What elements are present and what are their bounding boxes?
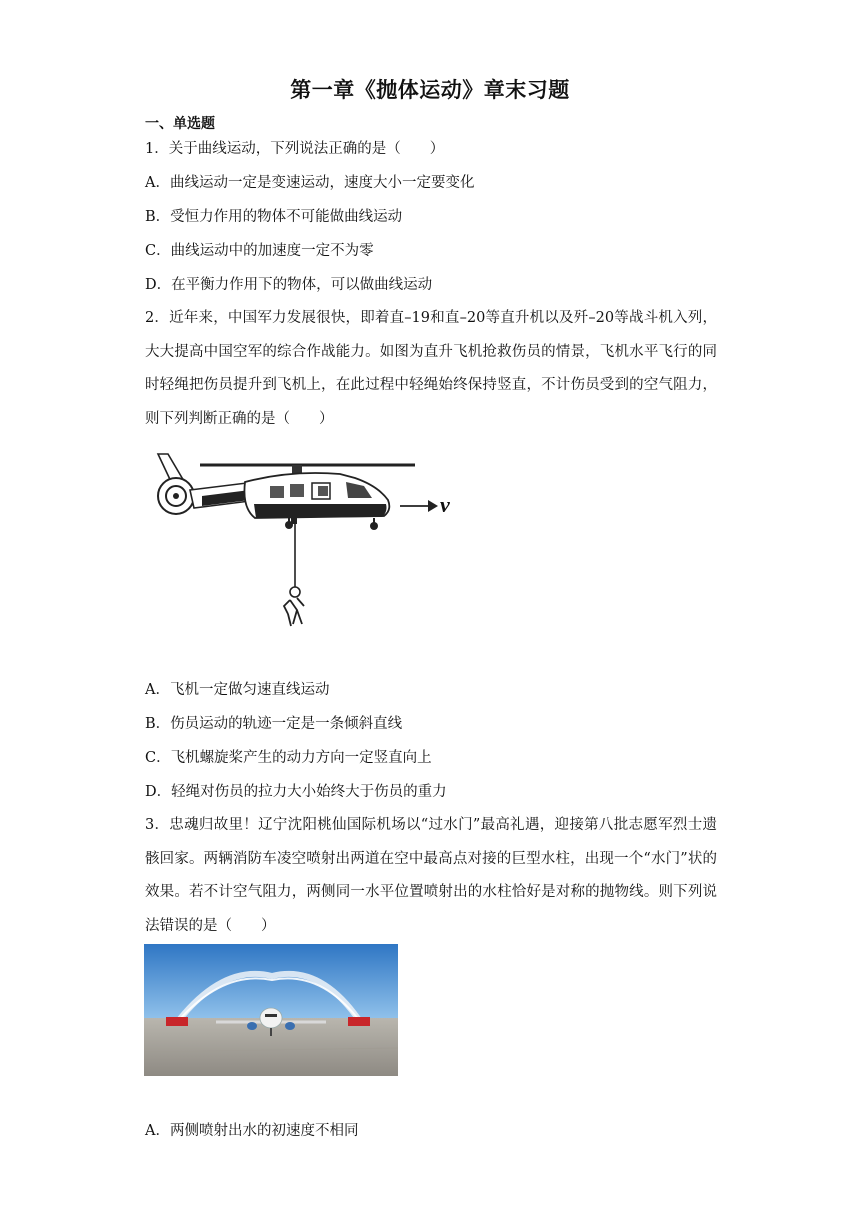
question-1-option-c: C．曲线运动中的加速度一定不为零 <box>145 243 374 259</box>
question-1-option-a: A．曲线运动一定是变速运动，速度大小一定要变化 <box>145 175 475 191</box>
helicopter-figure <box>150 448 460 634</box>
question-1-stem: 1．关于曲线运动，下列说法正确的是（ ） <box>145 141 445 157</box>
section-heading: 一、单选题 <box>145 116 215 132</box>
question-2-stem: 2．近年来，中国军力发展很快，即着直–19和直–20等直升机以及歼–20等战斗机入列，大大提高中国空军的综合作战能力。如图为直升飞机抢救伤员的情景，飞机水平飞行的同时轻绳把伤员提升到飞机上，在此过程中轻绳始终保持竖直，不计伤员受到的空气阻力，则下列判断正确的是（ ） <box>145 310 717 427</box>
question-2-option-b: B．伤员运动的轨迹一定是一条倾斜直线 <box>145 716 403 732</box>
question-2-option-d: D．轻绳对伤员的拉力大小始终大于伤员的重力 <box>145 784 447 800</box>
question-2-option-c: C．飞机螺旋桨产生的动力方向一定竖直向上 <box>145 750 432 766</box>
velocity-label: v <box>440 492 450 517</box>
water-gate-photo <box>144 944 398 1076</box>
question-1-option-d: D．在平衡力作用下的物体，可以做曲线运动 <box>145 277 433 293</box>
question-2-option-a: A．飞机一定做匀速直线运动 <box>145 682 330 698</box>
question-3-stem: 3．忠魂归故里！辽宁沈阳桃仙国际机场以“过水门”最高礼遇，迎接第八批志愿军烈士遗骸回家。两辆消防车凌空喷射出两道在空中最高点对接的巨型水柱，出现一个“水门”状的效果。若不计空气阻力，两侧同一水平位置喷射出的水柱恰好是对称的抛物线。则下列说法错误的是（ ） <box>145 817 717 934</box>
question-1-option-b: B．受恒力作用的物体不可能做曲线运动 <box>145 209 403 225</box>
page-title: 第一章《抛体运动》章末习题 <box>290 78 570 102</box>
question-3-option-a: A．两侧喷射出水的初速度不相同 <box>145 1123 359 1139</box>
